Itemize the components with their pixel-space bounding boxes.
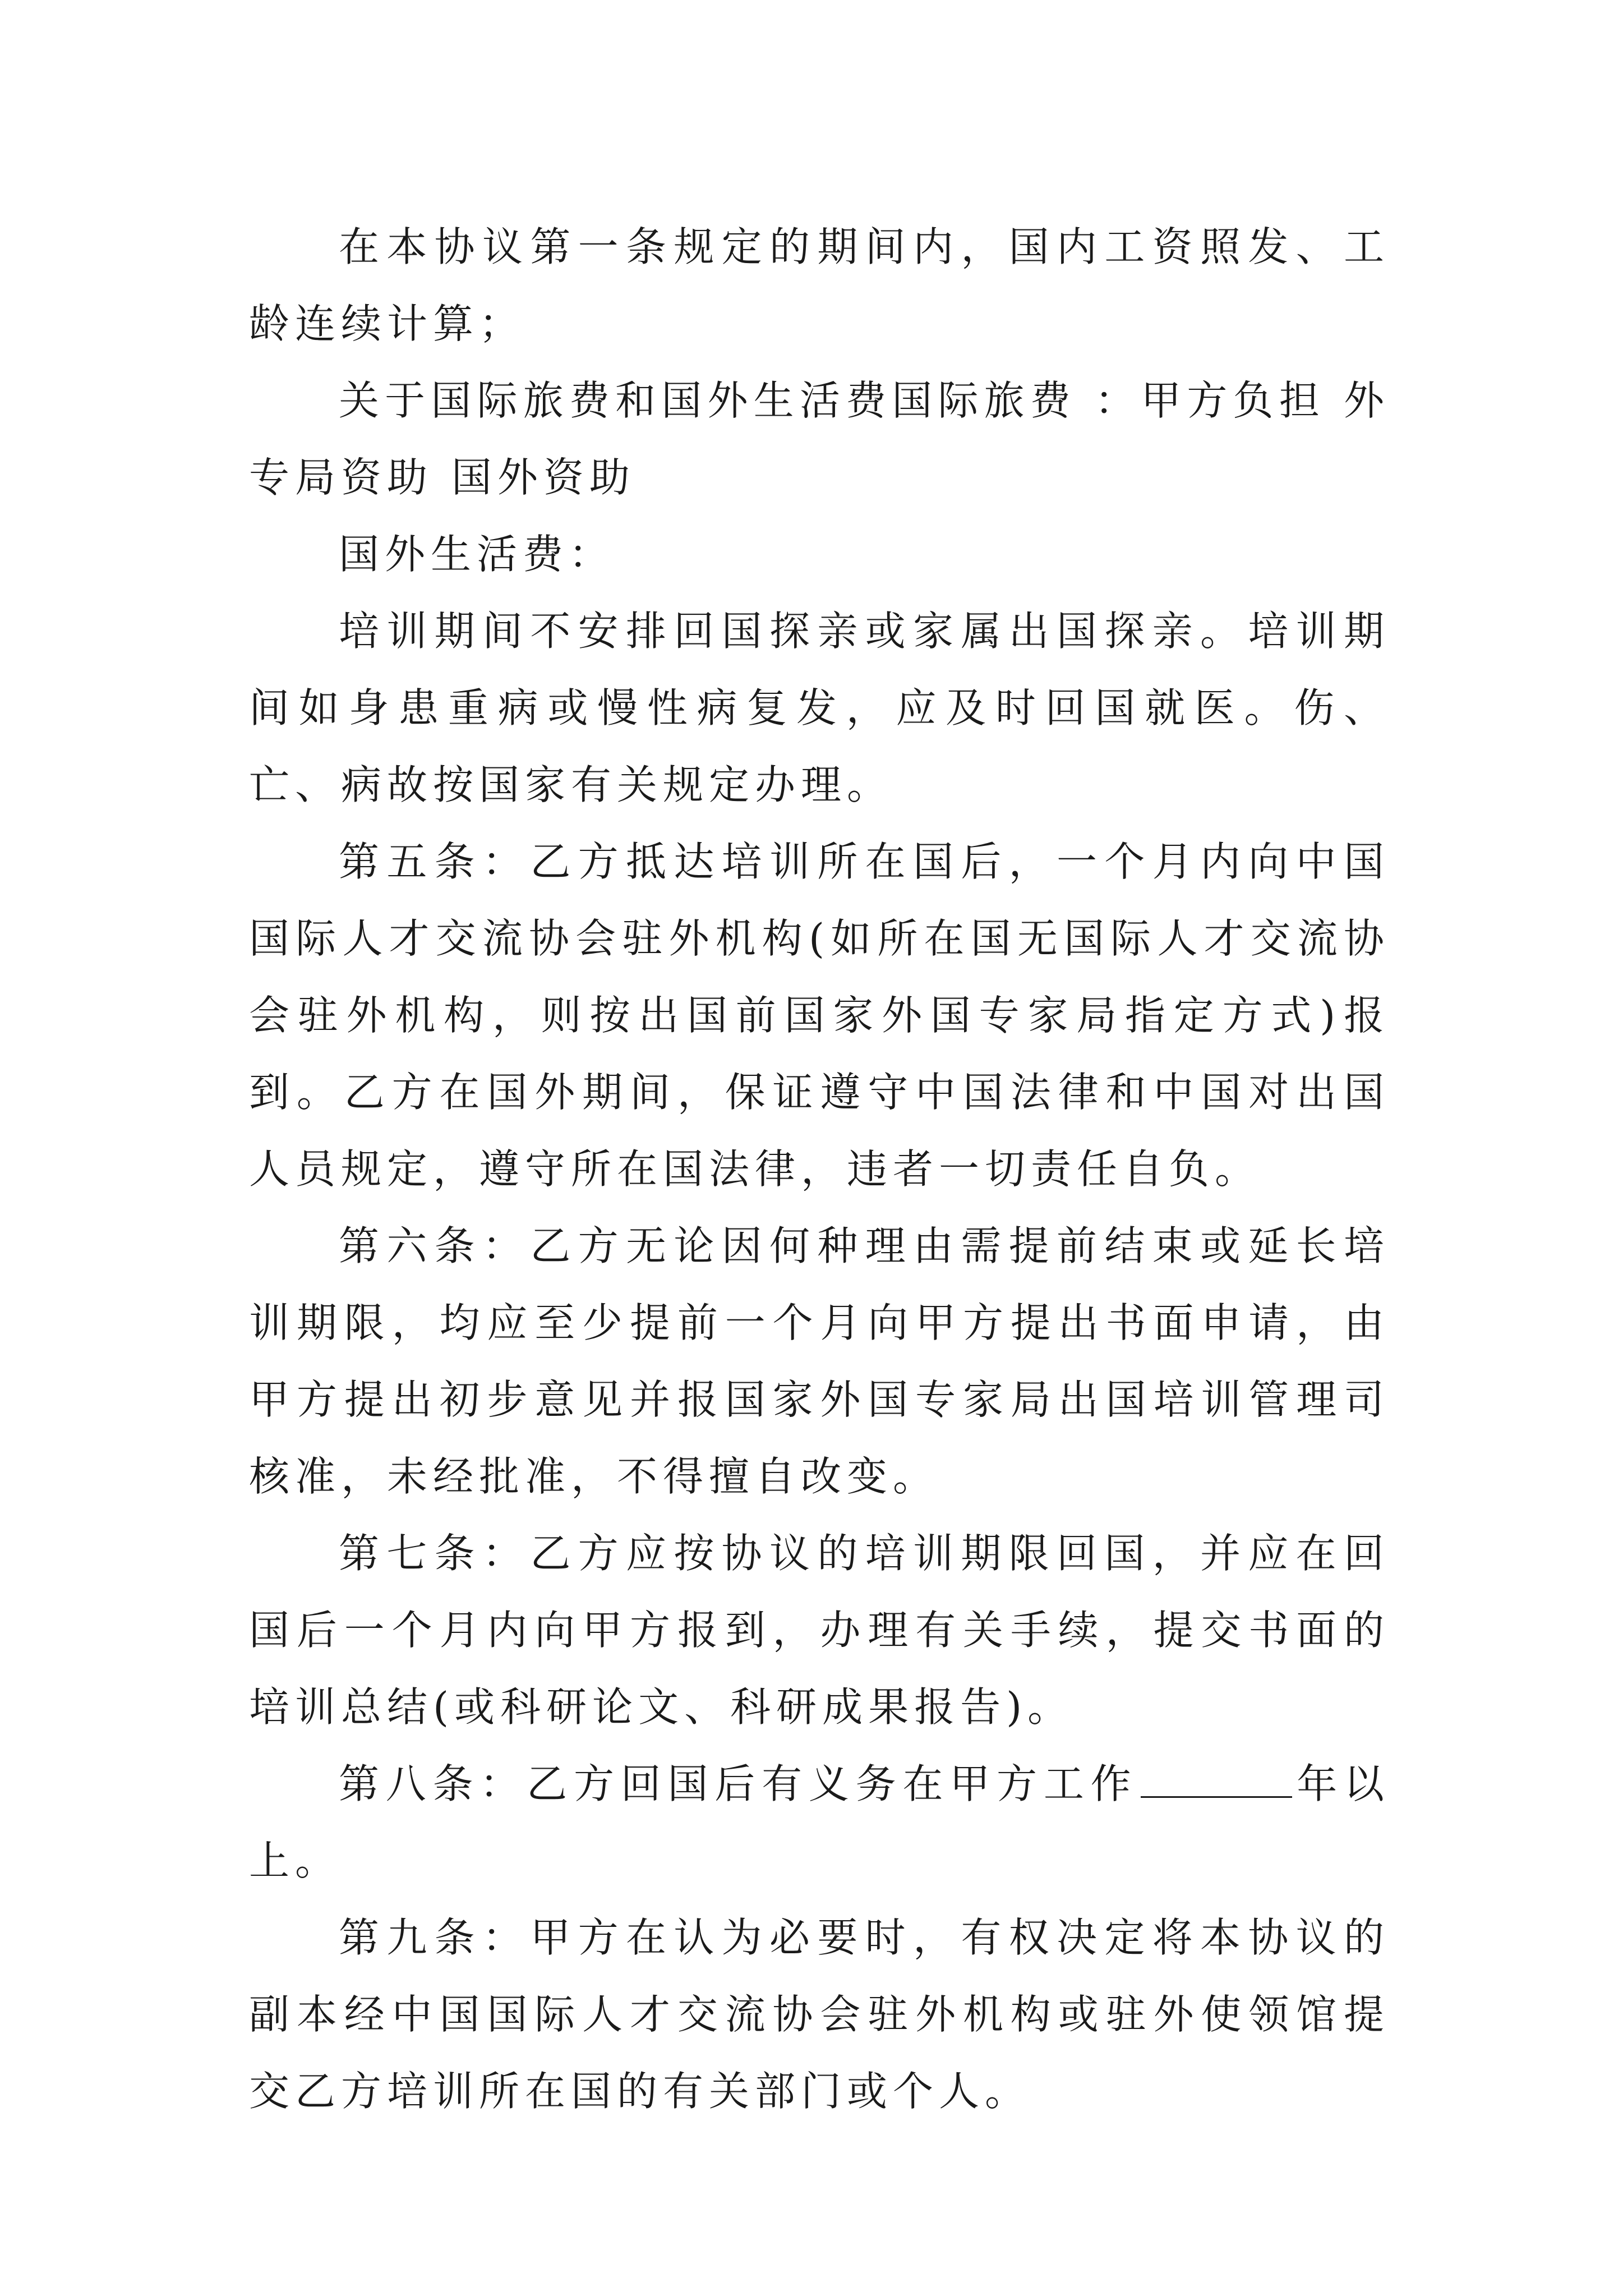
years-blank-field[interactable]	[1141, 1757, 1292, 1798]
paragraph-travel-expenses: 关于国际旅费和国外生活费国际旅费 ：甲方负担 外专局资助 国外资助	[249, 377, 1390, 501]
article-5: 第五条：乙方抵达培训所在国后，一个月内向中国国际人才交流协会驻外机构(如所在国无国际人才交流协会驻外机构，则按出国前国家外国专家局指定方式)报到。乙方在国外期间，保证遵守中国法律和中国对出国人员规定，遵守所在国法律，违者一切责任自负。	[249, 838, 1390, 1193]
article-8-text-after: 年以上。	[249, 1760, 1390, 1884]
article-9: 第九条：甲方在认为必要时，有权决定将本协议的副本经中国国际人才交流协会驻外机构或驻外使领馆提交乙方培训所在国的有关部门或个人。	[249, 1914, 1390, 2115]
article-6: 第六条：乙方无论因何种理由需提前结束或延长培训期限，均应至少提前一个月向甲方提出书面申请，由甲方提出初步意见并报国家外国专家局出国培训管理司核准，未经批准，不得擅自改变。	[249, 1222, 1390, 1500]
paragraph-home-leave: 培训期间不安排回国探亲或家属出国探亲。培训期间如身患重病或慢性病复发，应及时回国就医。伤、亡、病故按国家有关规定办理。	[249, 608, 1390, 808]
article-7: 第七条：乙方应按协议的培训期限回国，并应在回国后一个月内向甲方报到，办理有关手续，提交书面的培训总结(或科研论文、科研成果报告)。	[249, 1530, 1390, 1731]
paragraph-salary: 在本协议第一条规定的期间内，国内工资照发、工龄连续计算；	[249, 223, 1390, 347]
paragraph-living-expenses: 国外生活费：	[339, 531, 615, 578]
article-8	[249, 1746, 1390, 1899]
document-body	[249, 209, 1390, 2130]
article-8-text-before: 第八条：乙方回国后有义务在甲方工作	[339, 1760, 1138, 1807]
